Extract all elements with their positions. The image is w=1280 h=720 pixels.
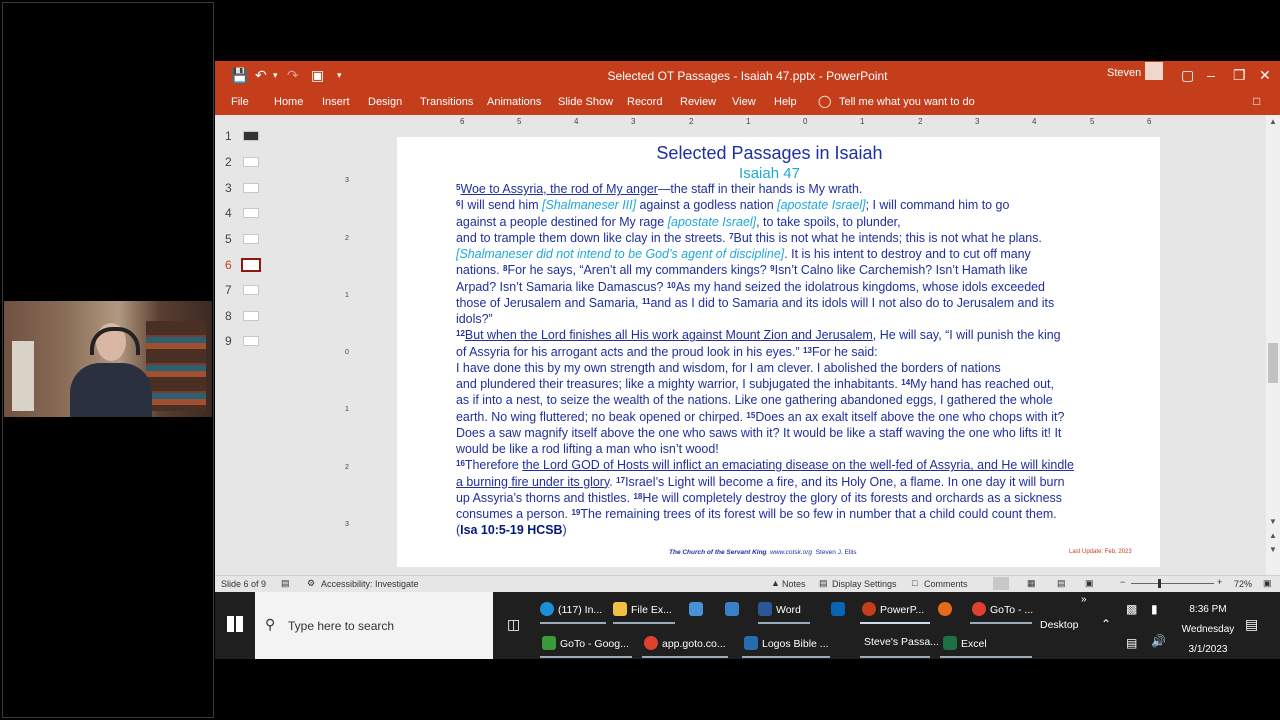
search-icon: ⚲ — [265, 616, 276, 632]
thumb-2[interactable] — [243, 157, 259, 167]
network-icon[interactable]: ▤ — [1126, 636, 1138, 650]
thumb-7[interactable] — [243, 285, 259, 295]
hruler-tick: 5 — [517, 117, 522, 126]
customize-qat-icon[interactable]: ▾ — [337, 70, 342, 80]
taskbar-goto-google-label: GoTo - Goog... — [560, 638, 629, 650]
verse-number: 7 — [729, 231, 734, 241]
passage-line — [456, 279, 1139, 295]
taskbar-file-explorer-label: File Ex... — [631, 604, 672, 616]
verse-number: 15 — [746, 410, 756, 420]
vruler-tick: 0 — [345, 349, 349, 356]
passage-text-segment: those of Jerusalem and Samaria, — [456, 295, 642, 310]
taskbar-powerpoint-label: PowerP... — [880, 604, 925, 616]
taskbar-word[interactable] — [758, 602, 801, 616]
undo-dropdown-icon[interactable]: ▾ — [273, 70, 278, 80]
accessibility-icon[interactable]: ⚙ — [307, 578, 316, 588]
zoom-slider[interactable] — [1131, 583, 1214, 584]
windows-icon[interactable] — [227, 616, 243, 632]
passage-text-segment: of Assyria for his arrogant acts and the proud look in his eyes.” — [456, 344, 804, 359]
taskbar-explorer-indicator — [613, 622, 675, 624]
passage-line — [456, 474, 1139, 490]
passage-text-segment: . It is his intent to destroy and to cut off many — [784, 247, 1031, 261]
comments-button[interactable]: Comments — [924, 579, 968, 589]
tab-design[interactable]: Design — [368, 96, 403, 108]
taskbar-edge-label: (117) In... — [558, 604, 603, 616]
fit-to-window-icon[interactable]: ▣ — [1263, 578, 1272, 588]
underlined-text: the Lord GOD of Hosts will inflict an emaciating disease on the well-fed of Assyria, and He will kindle — [522, 458, 1074, 473]
taskbar-logos-label: Logos Bible ... — [762, 638, 829, 650]
passage-text-segment: against a people destined for My rage — [456, 214, 668, 229]
taskbar-app-goto-indicator — [642, 656, 728, 658]
scripture-reference: Isa 10:5-19 HCSB — [460, 523, 563, 538]
edge-icon — [540, 602, 554, 616]
title-bar — [215, 61, 1280, 91]
passage-line — [456, 376, 1139, 392]
redo-icon[interactable]: ↷ — [287, 67, 299, 83]
tab-home[interactable]: Home — [274, 96, 304, 108]
tab-insert[interactable]: Insert — [322, 96, 350, 108]
taskbar-goto-google-indicator — [540, 656, 632, 658]
chevron-up-icon[interactable]: ⌃ — [1101, 617, 1112, 631]
slide-sorter-icon[interactable]: ▦ — [1027, 578, 1036, 588]
hruler-tick: 1 — [860, 117, 865, 126]
comments-icon[interactable]: □ — [1253, 94, 1261, 108]
tab-slide-show[interactable]: Slide Show — [558, 96, 614, 108]
notes-icon[interactable]: ▲ — [771, 578, 780, 588]
slideshow-view-icon[interactable]: ▣ — [1085, 578, 1094, 588]
passage-text-segment: For he said: — [811, 344, 878, 359]
underlined-text: a burning fire under its glory — [456, 474, 610, 489]
passage-text-segment: and plundered their treasures; like a mighty warrior, I subjugated the inhabitants. — [456, 377, 902, 391]
footer-church: The Church of the Servant King — [669, 549, 767, 556]
underlined-text: But when the Lord finishes all His work against Mount Zion and Jerusalem — [464, 328, 873, 343]
slide-counter: Slide 6 of 9 — [221, 579, 267, 589]
hruler-tick: 0 — [803, 117, 808, 126]
passage-text[interactable] — [456, 181, 1139, 539]
footer-author: Steven J. Ellis — [815, 549, 857, 556]
passage-text-segment: Isn’t Calno like Carchemish? Isn’t Hamath like — [774, 263, 1028, 278]
passage-text-segment: ) — [562, 523, 567, 538]
passage-line — [456, 262, 1139, 278]
annotation-text: [Shalmaneser III] — [542, 198, 637, 213]
hruler-tick: 2 — [918, 117, 923, 126]
passage-text-segment: For he says, “Aren’t all my commanders kings? — [507, 263, 771, 278]
present-icon[interactable]: ▣ — [311, 67, 325, 83]
folder-icon — [613, 602, 627, 616]
underlined-text: Woe to Assyria, the rod of My anger — [460, 182, 658, 196]
passage-line — [456, 360, 1139, 376]
document-title: Selected OT Passages - Isaiah 47.pptx - PowerPoint — [607, 69, 888, 83]
taskbar-edge[interactable] — [540, 602, 602, 616]
scroll-down-icon[interactable]: ▼ — [1269, 517, 1277, 526]
passage-line — [456, 311, 1139, 327]
tab-view[interactable]: View — [732, 96, 756, 108]
webcam-headset — [90, 327, 140, 355]
passage-text-segment: ( — [456, 523, 461, 538]
user-name[interactable]: Steven — [1107, 67, 1142, 79]
passage-line — [456, 181, 1139, 197]
webcam-video — [4, 301, 212, 417]
passage-text-segment: nations. — [456, 263, 504, 278]
verse-number: 14 — [901, 378, 911, 387]
passage-text-segment: earth. No wing fluttered; no beak opened or chirped. — [456, 409, 747, 424]
minimize-icon[interactable]: – — [1207, 67, 1215, 83]
thumb-number-7[interactable]: 7 — [225, 283, 232, 297]
taskbar-outlook[interactable] — [831, 602, 849, 616]
annotation-text: [Shalmaneser did not intend to be God’s agent of discipline] — [456, 247, 785, 261]
verse-number: 18 — [633, 491, 643, 501]
volume-icon[interactable]: 🔊 — [1151, 634, 1166, 648]
zoom-slider-thumb[interactable] — [1158, 579, 1161, 588]
passage-text-segment: idols?” — [456, 312, 493, 326]
taskbar-store[interactable] — [689, 602, 707, 616]
scroll-up-icon[interactable]: ▲ — [1269, 117, 1277, 126]
thumb-6-selected[interactable] — [241, 258, 261, 272]
verse-number: 16 — [456, 459, 465, 469]
thumb-1[interactable] — [243, 131, 259, 141]
spellcheck-icon[interactable]: ▤ — [281, 578, 290, 588]
passage-text-segment: . — [609, 474, 617, 489]
taskbar-word-indicator — [758, 622, 810, 624]
passage-text-segment: My hand has reached out, — [910, 377, 1054, 391]
passage-text-segment: I have done this by my own strength and wisdom, for I am clever. I abolished the borders of nations — [456, 360, 1001, 375]
tab-transitions[interactable]: Transitions — [420, 96, 474, 108]
taskbar-excel-label: Excel — [961, 638, 987, 650]
clock[interactable] — [1173, 600, 1243, 660]
thumb-5[interactable] — [243, 234, 259, 244]
passage-line — [456, 522, 1139, 538]
vruler-tick: 3 — [345, 521, 349, 528]
passage-line — [456, 197, 1139, 213]
powerpoint-window — [215, 61, 1280, 592]
zoom-out-button[interactable]: − — [1120, 577, 1126, 587]
hruler-tick: 1 — [746, 117, 751, 126]
horizontal-ruler — [461, 117, 1223, 127]
passage-line — [456, 327, 1139, 343]
passage-text-segment: consumes a person. — [456, 507, 572, 521]
passage-line — [456, 457, 1139, 473]
passage-text-segment: —the staff in their hands is My wrath. — [657, 182, 863, 196]
next-slide-icon[interactable]: ▼ — [1269, 545, 1277, 554]
taskbar-logos-indicator — [742, 656, 830, 658]
hruler-tick: 4 — [574, 117, 579, 126]
taskbar-goto-label: GoTo - ... — [990, 604, 1034, 616]
webcam-bookshelf — [146, 321, 206, 411]
thumb-4[interactable] — [243, 208, 259, 218]
thumb-9[interactable] — [243, 336, 259, 346]
webcam-door — [12, 341, 34, 411]
taskbar-excel-indicator — [940, 656, 1032, 658]
verse-number: 8 — [503, 264, 508, 274]
normal-view-icon[interactable] — [993, 577, 1009, 590]
thumb-number-5[interactable]: 5 — [225, 232, 232, 246]
status-bar — [215, 575, 1280, 593]
logos-icon — [744, 636, 758, 650]
excel-icon — [943, 636, 957, 650]
passage-text-segment: Israel’s Light will become a fire, and its Holy One, a flame. In one day it will burn — [625, 474, 1065, 489]
clock-date: 3/1/2023 — [1188, 644, 1228, 655]
taskbar-goto-google[interactable] — [542, 636, 629, 650]
taskbar-steves-passages[interactable] — [864, 636, 939, 648]
slide-canvas — [279, 115, 1264, 575]
tell-me-search[interactable]: Tell me what you want to do — [839, 96, 975, 108]
annotation-text: [apostate Israel] — [777, 198, 866, 213]
passage-line — [456, 295, 1139, 311]
comments-status-icon[interactable]: □ — [912, 578, 918, 588]
verse-number: 6 — [456, 199, 461, 209]
taskbar-goto-chrome[interactable] — [972, 602, 1033, 616]
passage-line — [456, 441, 1139, 457]
taskbar-word-label: Word — [776, 604, 801, 616]
tab-file[interactable]: File — [231, 96, 249, 108]
outlook-icon — [831, 602, 845, 616]
ribbon-tabs — [215, 91, 1280, 115]
taskbar-steves-label: Steve's Passa... — [864, 636, 939, 648]
passage-text-segment: up Assyria’s thorns and thistles. — [456, 490, 634, 505]
passage-line — [456, 230, 1139, 246]
passage-text-segment: , to take spoils, to plunder, — [756, 214, 901, 229]
taskbar-excel[interactable] — [943, 636, 987, 650]
slide-thumbnails — [215, 115, 279, 585]
verse-number: 5 — [456, 183, 461, 192]
passage-text-segment: The remaining trees of its forest will be so few in number that a child could count them. — [580, 507, 1057, 521]
taskbar — [215, 592, 1280, 659]
passage-line — [456, 409, 1139, 425]
passage-text-segment: Arpad? Isn’t Samaria like Damascus? — [456, 279, 667, 294]
taskbar-overflow-icon[interactable]: » — [1081, 594, 1087, 605]
slide-footer-right: Last Update: Feb, 2023 — [1069, 549, 1132, 555]
scroll-thumb[interactable] — [1268, 343, 1278, 383]
thumb-number-1[interactable]: 1 — [225, 129, 232, 143]
hruler-tick: 4 — [1032, 117, 1037, 126]
passage-text-segment: and as I did to Samaria and its idols will I not also do to Jerusalem and its — [650, 295, 1055, 310]
hruler-tick: 3 — [631, 117, 636, 126]
passage-text-segment: as if into a nest, to seize the wealth of the nations. Like one gathering abandoned eggs, I gathered the whole — [456, 393, 1053, 408]
store-icon — [689, 602, 703, 616]
passage-text-segment: As my hand seized the idolatrous kingdoms, whose idols exceeded — [675, 279, 1045, 294]
passage-text-segment: would be like a rod lifting a man who isn’t wood! — [456, 442, 719, 456]
taskbar-powerpoint[interactable] — [862, 602, 924, 616]
verse-number: 12 — [456, 329, 465, 339]
mail-icon — [725, 602, 739, 616]
passage-text-segment: He will completely destroy the glory of its forests and orchards as a sickness — [642, 490, 1062, 505]
tab-animations[interactable]: Animations — [487, 96, 542, 108]
verse-number: 17 — [616, 475, 626, 485]
zoom-level[interactable]: 72% — [1234, 579, 1253, 589]
restore-icon[interactable]: ❐ — [1233, 67, 1246, 83]
taskbar-firefox[interactable] — [938, 602, 956, 616]
vertical-scrollbar[interactable] — [1266, 115, 1280, 575]
thumb-8[interactable] — [243, 311, 259, 321]
tab-record[interactable]: Record — [627, 96, 663, 108]
footer-url: www.cotsk.org — [770, 549, 813, 556]
passage-line — [456, 246, 1139, 262]
passage-line — [456, 506, 1139, 522]
ribbon-display-icon[interactable]: ▢ — [1181, 67, 1195, 83]
task-view-icon[interactable]: ◫ — [507, 616, 521, 632]
taskbar-search[interactable] — [255, 592, 493, 659]
vruler-tick: 3 — [345, 177, 349, 184]
thumb-number-8[interactable]: 8 — [225, 309, 232, 323]
desktop-toggle[interactable]: Desktop — [1040, 619, 1079, 631]
passage-text-segment: ; I will command him to go — [865, 198, 1010, 213]
taskbar-app-goto[interactable] — [644, 636, 726, 650]
thumb-number-4[interactable]: 4 — [225, 206, 232, 220]
vruler-tick: 2 — [345, 235, 349, 242]
passage-line — [456, 214, 1139, 230]
verse-number: 10 — [666, 280, 676, 290]
hruler-tick: 6 — [460, 117, 465, 126]
clock-day: Wednesday — [1181, 624, 1235, 635]
firefox-icon — [938, 602, 952, 616]
passage-text-segment: But this is not what he intends; this is not what he plans. — [733, 230, 1042, 245]
thumb-number-9[interactable]: 9 — [225, 334, 232, 348]
chrome-icon — [972, 602, 986, 616]
zoom-in-button[interactable]: + — [1217, 577, 1223, 587]
passage-text-segment: I will send him — [460, 198, 543, 213]
verse-number: 19 — [571, 508, 581, 517]
phone-link-icon[interactable]: ▩ — [1126, 602, 1138, 616]
user-avatar[interactable] — [1145, 62, 1163, 80]
thumb-3[interactable] — [243, 183, 259, 193]
thumb-number-3[interactable]: 3 — [225, 181, 232, 195]
taskbar-logos[interactable] — [744, 636, 829, 650]
hruler-tick: 2 — [689, 117, 694, 126]
taskbar-mail[interactable] — [725, 602, 743, 616]
passage-line — [456, 490, 1139, 506]
word-icon — [758, 602, 772, 616]
slide-subtitle[interactable]: Isaiah 47 — [739, 165, 800, 182]
notes-button[interactable]: Notes — [782, 579, 806, 589]
taskbar-edge-indicator — [540, 622, 606, 624]
verse-number: 13 — [803, 345, 812, 355]
thumb-number-2[interactable]: 2 — [225, 155, 232, 169]
taskbar-goto-indicator — [970, 622, 1032, 624]
accessibility-status[interactable]: Accessibility: Investigate — [321, 579, 419, 589]
vertical-ruler — [345, 135, 353, 565]
hruler-tick: 5 — [1090, 117, 1095, 126]
powerpoint-icon — [862, 602, 876, 616]
passage-line — [456, 344, 1139, 360]
start-button[interactable] — [215, 592, 255, 659]
verse-number: 11 — [641, 296, 651, 306]
display-settings-icon[interactable]: ▤ — [819, 578, 828, 588]
reading-view-icon[interactable]: ▤ — [1057, 578, 1066, 588]
lightbulb-icon: ◯ — [818, 94, 832, 108]
display-settings-button[interactable]: Display Settings — [832, 579, 897, 589]
taskbar-app-goto-label: app.goto.co... — [662, 638, 726, 650]
slide-footer-left — [669, 549, 857, 556]
taskbar-steves-indicator — [860, 656, 930, 658]
webcam-person-body — [70, 363, 152, 417]
passage-text-segment: Does a saw magnify itself above the one who saws with it? It would be like a staff waving the one who lifts it! It — [456, 425, 1062, 440]
close-icon[interactable]: ✕ — [1259, 67, 1271, 83]
slide-title[interactable]: Selected Passages in Isaiah — [656, 143, 883, 163]
vruler-tick: 2 — [345, 464, 349, 471]
passage-line — [456, 392, 1139, 408]
tab-review[interactable]: Review — [680, 96, 717, 108]
passage-text-segment: Does an ax exalt itself above the one who chops with it? — [755, 409, 1065, 424]
passage-text-segment: , He will say, “I will punish the king — [872, 328, 1061, 343]
undo-icon[interactable]: ↶ — [255, 67, 267, 83]
clock-time: 8:36 PM — [1189, 604, 1227, 615]
passage-text-segment: and to trample them down like clay in the streets. — [456, 230, 730, 245]
taskbar-file-explorer[interactable] — [613, 602, 672, 616]
vruler-tick: 1 — [345, 292, 349, 299]
thumb-number-6[interactable]: 6 — [225, 258, 232, 272]
taskbar-powerpoint-indicator — [860, 622, 930, 624]
previous-slide-icon[interactable]: ▲ — [1269, 531, 1277, 540]
goto-icon — [542, 636, 556, 650]
search-placeholder[interactable]: Type here to search — [288, 619, 395, 633]
hruler-tick: 3 — [975, 117, 980, 126]
annotation-text: [apostate Israel] — [667, 214, 757, 229]
passage-text-segment: against a godless nation — [636, 198, 778, 213]
hruler-tick: 6 — [1147, 117, 1152, 126]
passage-line — [456, 425, 1139, 441]
battery-icon[interactable]: ▮ — [1151, 602, 1158, 616]
chrome-icon-2 — [644, 636, 658, 650]
tab-help[interactable]: Help — [774, 96, 797, 108]
vruler-tick: 1 — [345, 406, 349, 413]
save-icon[interactable]: 💾 — [231, 67, 249, 83]
verse-number: 9 — [770, 264, 775, 274]
slide[interactable] — [397, 137, 1160, 567]
passage-text-segment: Therefore — [464, 458, 523, 473]
notifications-icon[interactable]: ▤ — [1245, 616, 1259, 632]
